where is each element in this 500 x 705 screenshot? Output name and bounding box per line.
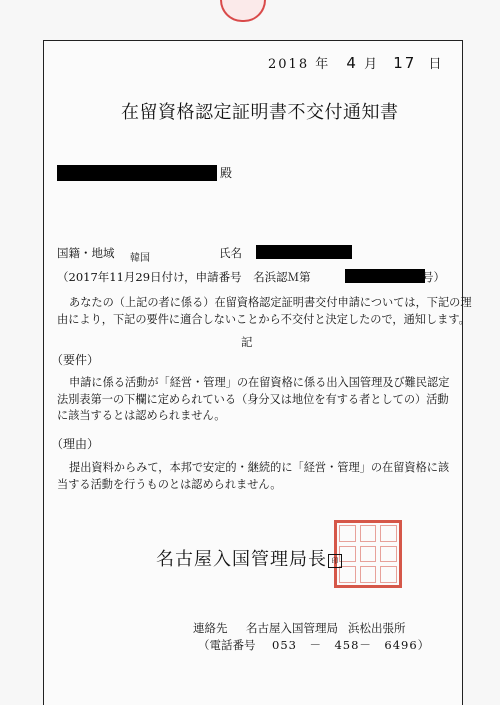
redacted-application-number	[345, 269, 425, 283]
phone-number: 053 － 458－ 6496）	[272, 638, 431, 652]
reason-line: 提出資料からみて，本邦で安定的・継続的に「経営・管理」の在留資格に該	[69, 461, 450, 474]
date-year: 2018	[268, 57, 310, 72]
phone-label: （電話番号	[198, 638, 256, 652]
application-reference-suffix: 号）	[422, 270, 445, 284]
intro-line: 由により，下記の要件に適合しないことから不交付と決定したので，通知します。	[57, 312, 470, 326]
reason-line: 当する活動を行うものとは認められません。	[57, 477, 282, 491]
requirement-paragraph	[57, 375, 449, 425]
redacted-addressee-name	[57, 165, 217, 181]
application-reference: （2017年11月29日付け，申請番号 名浜認Ｍ第	[57, 270, 311, 284]
date-month: 4	[346, 54, 358, 72]
seal-mark: 印	[328, 554, 342, 568]
issue-date	[268, 53, 443, 72]
requirement-line: 法別表第一の下欄に定められている（身分又は地位を有する者としての）活動	[57, 392, 449, 406]
addressee-honorific: 殿	[220, 166, 233, 180]
nationality-value: 韓国	[130, 253, 150, 264]
requirement-heading: （要件）	[51, 353, 100, 367]
intro-line: あなたの（上記の者に係る）在留資格認定証明書交付申請については，下記の理	[69, 296, 472, 309]
date-year-unit: 年	[315, 57, 331, 72]
date-month-unit: 月	[364, 57, 380, 72]
contact-branch: 浜松出張所	[348, 621, 406, 635]
intro-paragraph	[57, 295, 472, 328]
requirement-line: 申請に係る活動が「経営・管理」の在留資格に係る出入国管理及び難民認定	[69, 376, 450, 389]
document-title: 在留資格認定証明書不交付通知書	[121, 102, 399, 123]
date-day: 17	[393, 54, 417, 72]
name-label: 氏名	[219, 246, 242, 260]
issuer-name: 名古屋入国管理局長	[156, 549, 327, 570]
reason-heading: （理由）	[51, 437, 100, 451]
notice-sheet	[43, 40, 463, 705]
requirement-line: に該当するとは認められません。	[57, 409, 226, 422]
official-red-seal	[334, 520, 402, 588]
date-day-unit: 日	[428, 57, 444, 72]
contact-label: 連絡先	[193, 621, 228, 635]
redacted-applicant-name	[256, 245, 352, 259]
top-seal-stamp	[220, 0, 266, 22]
reason-paragraph	[57, 460, 449, 493]
nationality-label: 国籍・地域	[57, 246, 115, 260]
contact-office: 名古屋入国管理局	[246, 621, 338, 635]
ki-marker: 記	[241, 335, 253, 349]
